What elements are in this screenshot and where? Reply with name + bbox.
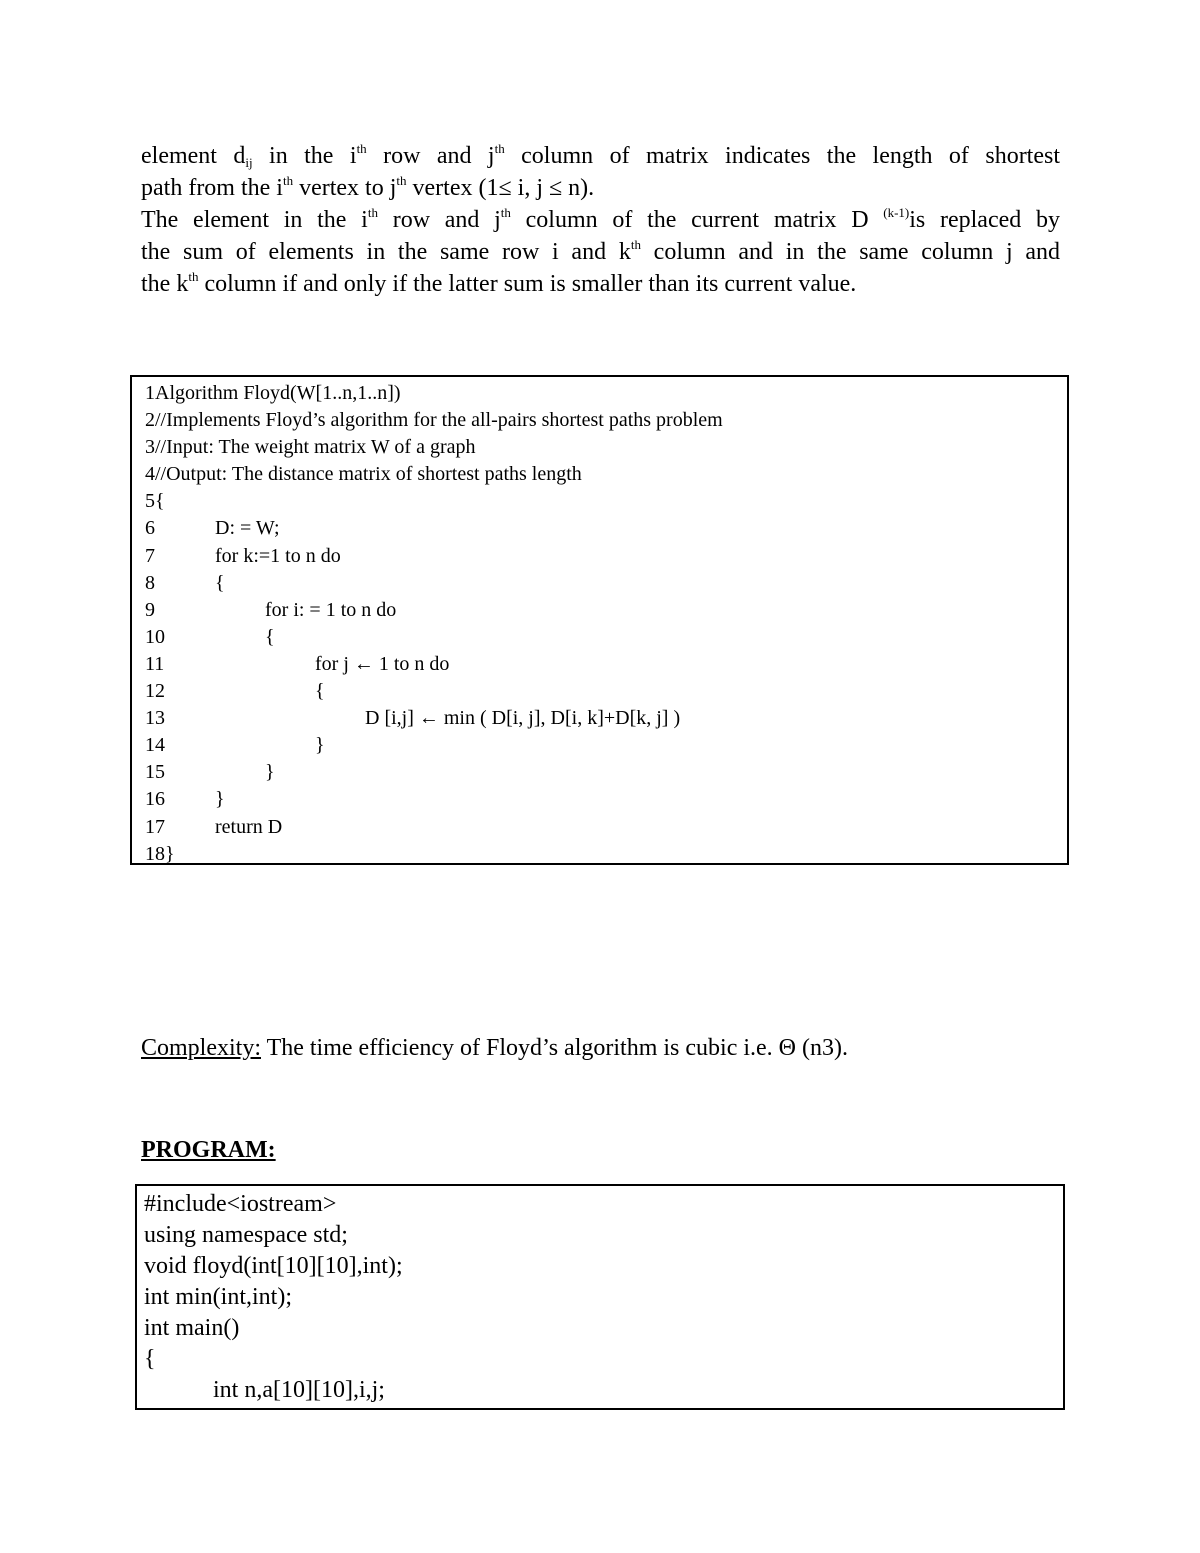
superscript: (k-1) <box>883 205 910 220</box>
line-number: 14 <box>145 734 165 757</box>
algorithm-line <box>145 543 1067 570</box>
code-line: using namespace std; <box>144 1222 348 1248</box>
text-span: vertex (1≤ i, j ≤ n). <box>406 175 595 201</box>
algorithm-line <box>145 759 1067 786</box>
superscript: th <box>367 205 378 220</box>
algorithm-line <box>145 841 1067 868</box>
line-text: } <box>215 761 275 784</box>
complexity-label: Complexity: <box>141 1035 261 1061</box>
line-number: 18 <box>145 842 165 865</box>
algorithm-line <box>145 705 1067 732</box>
line-text: return D <box>215 815 283 838</box>
line-number: 7 <box>145 544 155 567</box>
line-number: 5 <box>145 490 155 513</box>
algorithm-line <box>145 434 1067 461</box>
intro-text <box>141 140 1060 300</box>
line-number: 15 <box>145 761 165 784</box>
text-span: in the i <box>252 143 357 169</box>
superscript: th <box>630 237 641 252</box>
line-number: 3 <box>145 436 155 459</box>
algorithm-line <box>145 597 1067 624</box>
line-text: for i: = 1 to n do <box>215 598 397 621</box>
code-line: int n,a[10][10],i,j; <box>213 1377 385 1403</box>
program-heading: PROGRAM: <box>141 1137 276 1163</box>
algorithm-line <box>145 624 1067 651</box>
line-text: { <box>155 490 165 513</box>
algorithm-line <box>145 407 1067 434</box>
algorithm-line <box>145 488 1067 515</box>
algorithm-line <box>145 786 1067 813</box>
code-line: void floyd(int[10][10],int); <box>144 1253 403 1279</box>
algorithm-box <box>130 375 1069 865</box>
intro-paragraph-line-4 <box>141 236 1060 268</box>
algorithm-line <box>145 380 1067 407</box>
superscript: th <box>500 205 511 220</box>
line-number: 9 <box>145 598 155 621</box>
line-text: //Implements Floyd’s algorithm for the all-pairs shortest paths problem <box>155 409 723 432</box>
intro-paragraph-line-5 <box>141 268 1060 300</box>
line-text: } <box>165 842 175 865</box>
line-number: 1 <box>145 382 155 404</box>
algorithm-line <box>145 461 1067 488</box>
text-span: vertex to j <box>293 175 397 201</box>
line-text: } <box>215 734 325 757</box>
intro-paragraph-line-1 <box>141 140 1060 172</box>
superscript: th <box>356 141 367 156</box>
line-text: for j ← 1 to n do <box>215 652 450 675</box>
line-text: //Input: The weight matrix W of a graph <box>155 436 476 459</box>
code-line: { <box>144 1346 156 1372</box>
text-span: is replaced by <box>909 207 1060 233</box>
line-text: D [i,j] ← min ( D[i, j], D[i, k]+D[k, j] ) <box>215 707 681 730</box>
text-span: column if and only if the latter sum is smaller than its current value. <box>198 271 857 297</box>
line-text: { <box>215 571 225 594</box>
subscript: ij <box>245 155 253 170</box>
intro-paragraph-line-3 <box>141 204 1060 236</box>
text-span: column and in the same column j and <box>640 239 1061 265</box>
line-text: Algorithm Floyd(W[1..n,1..n]) <box>155 382 401 404</box>
text-span: row and j <box>377 207 501 233</box>
code-line: #include<iostream> <box>144 1191 337 1217</box>
line-text: //Output: The distance matrix of shortest paths length <box>155 463 582 486</box>
line-number: 11 <box>145 652 165 675</box>
text-span: column of the current matrix D <box>510 207 884 233</box>
line-number: 10 <box>145 625 165 648</box>
line-number: 4 <box>145 463 155 486</box>
line-text: for k:=1 to n do <box>215 544 341 567</box>
algorithm-line <box>145 814 1067 841</box>
line-text: D: = W; <box>215 517 280 540</box>
complexity-text: The time efficiency of Floyd’s algorithm is cubic i.e. Θ (n3). <box>261 1035 848 1061</box>
text-span: element d <box>141 143 246 169</box>
algorithm-line <box>145 651 1067 678</box>
algorithm-line <box>145 515 1067 542</box>
line-number: 6 <box>145 517 155 540</box>
algorithm-line <box>145 732 1067 759</box>
intro-paragraph-line-2 <box>141 172 1060 204</box>
superscript: th <box>396 173 407 188</box>
text-span: the sum of elements in the same row i and k <box>141 239 631 265</box>
superscript: th <box>282 173 294 188</box>
text-span: path from the i <box>141 175 283 201</box>
line-number: 12 <box>145 680 165 703</box>
line-number: 13 <box>145 707 165 730</box>
code-line: int min(int,int); <box>144 1284 292 1310</box>
program-code-box <box>135 1184 1065 1410</box>
line-number: 2 <box>145 409 155 432</box>
line-number: 16 <box>145 788 165 811</box>
line-text: { <box>215 680 325 703</box>
superscript: th <box>494 141 505 156</box>
complexity-statement <box>141 1032 848 1064</box>
algorithm-line <box>145 570 1067 597</box>
line-text: { <box>215 625 275 648</box>
text-span: the k <box>141 271 189 297</box>
text-span: The element in the i <box>141 207 368 233</box>
text-span: column of matrix indicates the length of shortest <box>504 143 1061 169</box>
superscript: th <box>188 269 199 284</box>
algorithm-line <box>145 678 1067 705</box>
line-text: } <box>215 788 225 811</box>
text-span: row and j <box>366 143 495 169</box>
line-number: 8 <box>145 571 155 594</box>
code-line: int main() <box>144 1315 240 1341</box>
line-number: 17 <box>145 815 165 838</box>
